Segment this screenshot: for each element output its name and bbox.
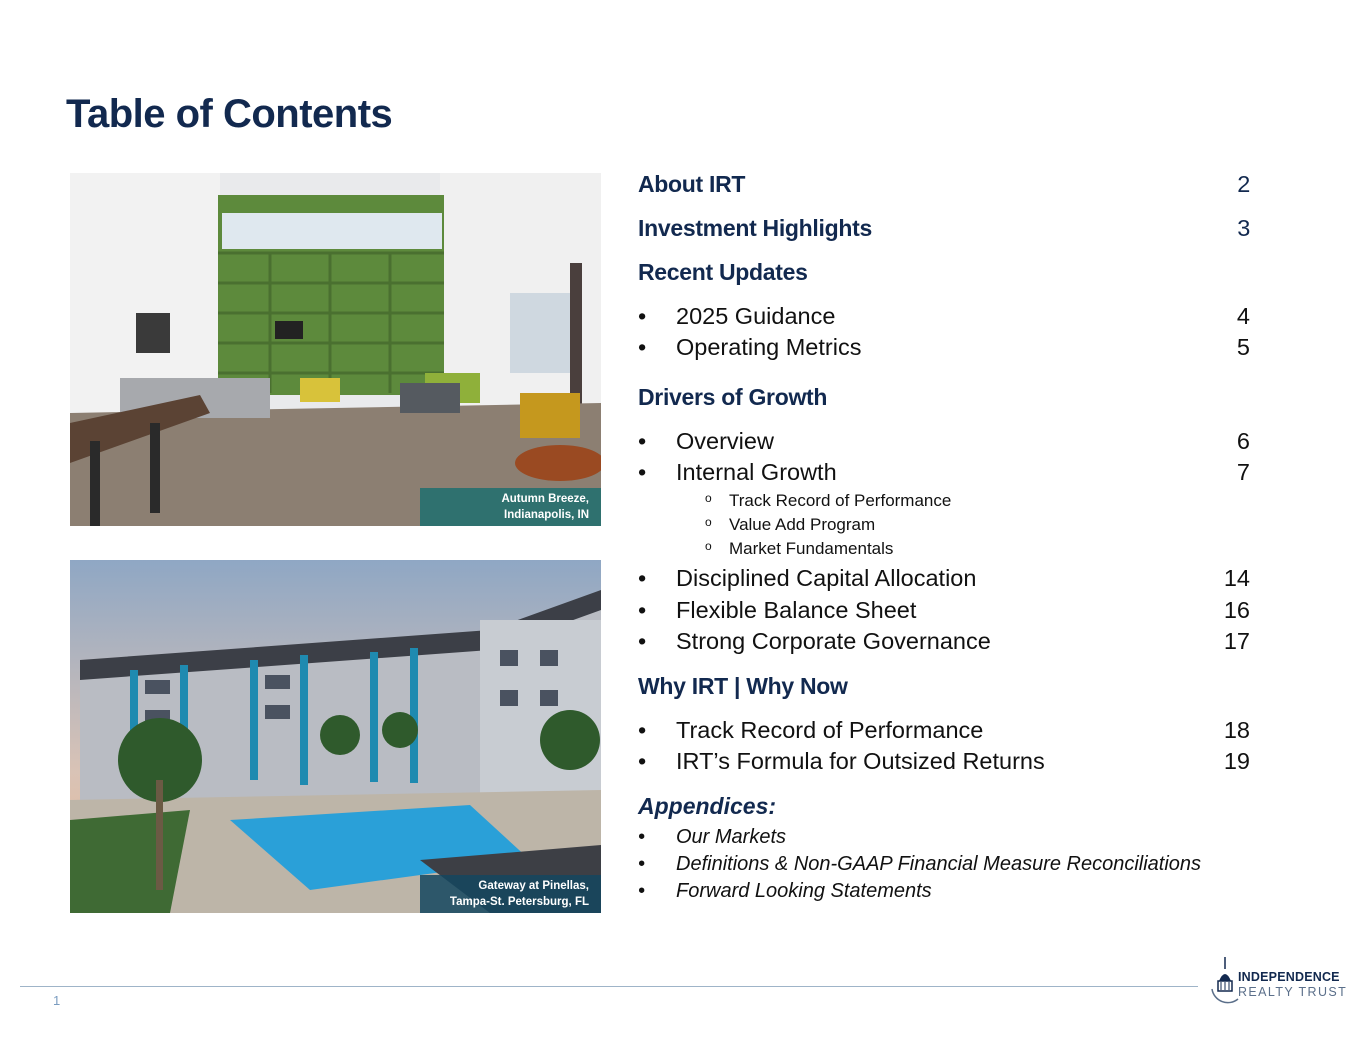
interior-illustration: [70, 173, 601, 526]
toc-section-why[interactable]: [638, 673, 1250, 700]
toc-page-number: 14: [1223, 565, 1250, 591]
company-logo: [1208, 955, 1348, 1009]
toc-item-label: Overview: [676, 428, 774, 454]
toc-section-label: About IRT: [638, 171, 746, 197]
toc-subitem-label: Track Record of Performance: [729, 491, 952, 510]
toc-page-number: 3: [1237, 215, 1250, 241]
toc-section-label: Appendices:: [638, 793, 777, 819]
bullet: •: [638, 334, 647, 360]
exterior-photo: [70, 560, 601, 913]
toc-item[interactable]: [638, 303, 1250, 330]
toc-section-label: Investment Highlights: [638, 215, 872, 241]
toc-section-drivers[interactable]: [638, 384, 1250, 411]
page-title: Table of Contents: [66, 92, 393, 136]
toc-item-label: Operating Metrics: [676, 334, 862, 360]
toc-item-label: Strong Corporate Governance: [676, 628, 991, 654]
bullet: •: [638, 303, 647, 329]
interior-photo: [70, 173, 601, 526]
caption-line: Indianapolis, IN: [504, 509, 589, 521]
toc-appendix-label: Definitions & Non-GAAP Financial Measure Reconciliations: [676, 853, 1202, 875]
toc-subitem[interactable]: [638, 539, 1250, 559]
sub-bullet: o: [705, 515, 712, 529]
toc-section-label: Recent Updates: [638, 259, 808, 285]
toc-subitem-label: Market Fundamentals: [729, 539, 894, 558]
toc-page-number: 7: [1236, 459, 1250, 485]
bullet: •: [638, 880, 646, 902]
toc-section-appendices[interactable]: [638, 793, 1250, 820]
bullet: •: [638, 428, 647, 454]
toc-item[interactable]: [638, 628, 1250, 655]
capitol-dome-icon: [1208, 955, 1242, 1009]
toc-page-number: 16: [1223, 597, 1250, 623]
bullet: •: [638, 853, 646, 875]
photo-caption: [420, 488, 601, 526]
logo-text-line2: REALTY TRUST: [1238, 985, 1348, 999]
sub-bullet: o: [705, 491, 712, 505]
toc-section-investment[interactable]: [638, 215, 1250, 242]
toc-page-number: 5: [1236, 334, 1250, 360]
bullet: •: [638, 826, 646, 848]
toc-subitem[interactable]: [638, 491, 1250, 511]
toc-item[interactable]: [638, 717, 1250, 744]
toc-item-label: IRT’s Formula for Outsized Returns: [676, 748, 1045, 774]
bullet: •: [638, 565, 647, 591]
toc-item-label: 2025 Guidance: [676, 303, 836, 329]
toc-item[interactable]: [638, 565, 1250, 592]
bullet: •: [638, 628, 647, 654]
toc-section-label: Why IRT | Why Now: [638, 673, 848, 699]
toc-appendix-label: Our Markets: [676, 826, 787, 848]
bullet: •: [638, 717, 647, 743]
page-number: 1: [53, 993, 61, 1008]
toc-section-about[interactable]: [638, 171, 1250, 198]
toc-section-recent[interactable]: [638, 259, 1250, 286]
toc-subitem-label: Value Add Program: [729, 515, 876, 534]
sub-bullet: o: [705, 539, 712, 553]
photo-caption: [420, 875, 601, 913]
toc-item-label: Track Record of Performance: [676, 717, 984, 743]
bullet: •: [638, 748, 647, 774]
toc-page-number: 18: [1223, 717, 1250, 743]
toc-item[interactable]: [638, 597, 1250, 624]
toc-appendix-item[interactable]: [638, 826, 1250, 849]
toc-page-number: 2: [1237, 171, 1250, 197]
toc-item[interactable]: [638, 428, 1250, 455]
toc-page-number: 19: [1223, 748, 1250, 774]
logo-text-line1: INDEPENDENCE: [1238, 970, 1340, 984]
toc-item[interactable]: [638, 334, 1250, 361]
toc-appendix-label: Forward Looking Statements: [676, 880, 932, 902]
toc-page-number: 6: [1236, 428, 1250, 454]
toc-section-label: Drivers of Growth: [638, 384, 828, 410]
caption-line: Gateway at Pinellas,: [478, 880, 589, 892]
toc-item-label: Flexible Balance Sheet: [676, 597, 917, 623]
toc-page-number: 17: [1223, 628, 1250, 654]
toc-appendix-item[interactable]: [638, 853, 1250, 876]
bullet: •: [638, 459, 647, 485]
footer-divider: [20, 986, 1198, 987]
toc-item-label: Disciplined Capital Allocation: [676, 565, 977, 591]
exterior-illustration: [70, 560, 601, 913]
toc-subitem[interactable]: [638, 515, 1250, 535]
toc-item[interactable]: [638, 748, 1250, 775]
toc-appendix-item[interactable]: [638, 880, 1250, 903]
toc-item[interactable]: [638, 459, 1250, 486]
toc-page-number: 4: [1236, 303, 1250, 329]
bullet: •: [638, 597, 647, 623]
caption-line: Tampa-St. Petersburg, FL: [449, 896, 589, 908]
toc-item-label: Internal Growth: [676, 459, 837, 485]
caption-line: Autumn Breeze,: [501, 493, 589, 505]
